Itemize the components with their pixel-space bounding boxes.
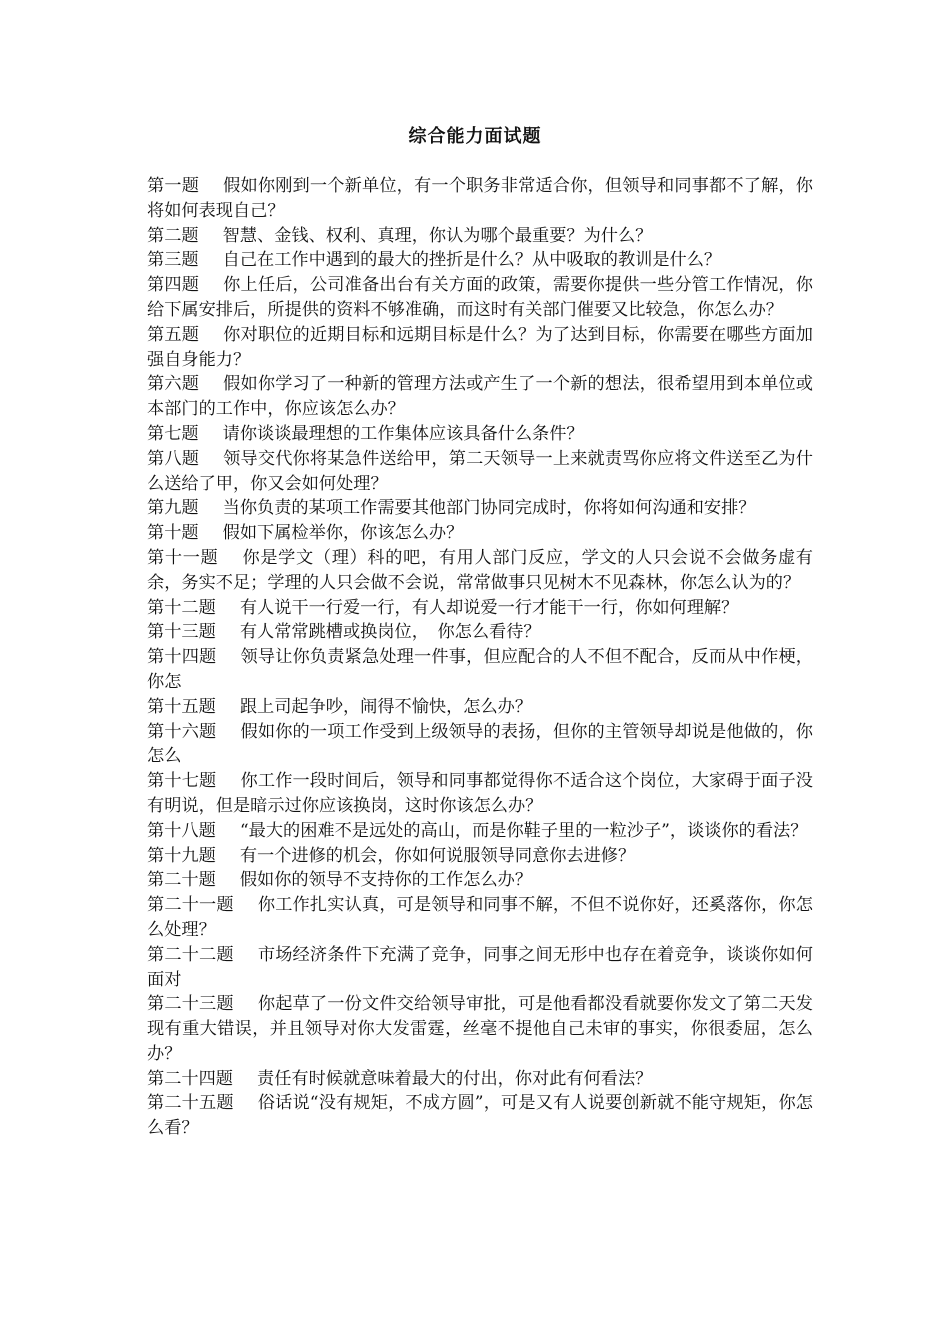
question-number: 第二十四题	[147, 1068, 233, 1089]
question-number: 第十六题	[147, 721, 217, 742]
question-item	[147, 1067, 813, 1092]
question-item	[147, 174, 813, 224]
question-item	[147, 620, 813, 645]
question-text: 有人常常跳槽或换岗位， 你怎么看待？	[239, 622, 541, 643]
question-number: 第九题	[147, 498, 199, 519]
question-text: 有一个进修的机会，你如何说服领导同意你去进修？	[239, 845, 636, 866]
question-number: 第三题	[147, 250, 199, 271]
question-text: 假如下属检举你，你该怎么办？	[222, 523, 464, 544]
question-number: 第十三题	[147, 622, 216, 643]
question-item	[147, 868, 813, 893]
question-number: 第二题	[147, 225, 199, 246]
question-text: 有人说干一行爱一行，有人却说爱一行才能干一行，你如何理解？	[239, 597, 739, 618]
question-number: 第五题	[147, 324, 200, 345]
question-text: 你工作扎实认真，可是领导和同事不解，不但不说你好，还奚落你，你怎么处理？	[147, 895, 813, 940]
question-text: 假如你的一项工作受到上级领导的表扬，但你的主管领导却说是他做的，你怎么	[147, 721, 813, 767]
question-item	[147, 645, 813, 695]
question-text: 假如你的领导不支持你的工作怎么办？	[239, 870, 533, 891]
question-item	[147, 546, 813, 596]
question-item	[147, 422, 813, 447]
question-text: 你工作一段时间后，领导和同事都觉得你不适合这个岗位，大家碍于面子没有明说，但是暗示过你应该换岗，这时你该怎么办？	[147, 771, 813, 816]
question-number: 第十二题	[147, 597, 216, 618]
question-text: 你对职位的近期目标和远期目标是什么？为了达到目标，你需要在哪些方面加强自身能力？	[147, 324, 813, 370]
question-text: 智慧、金钱、权利、真理，你认为哪个最重要？为什么？	[222, 225, 653, 246]
question-item	[147, 1091, 813, 1141]
question-number: 第十题	[147, 523, 199, 544]
question-number: 第八题	[147, 448, 200, 469]
question-number: 第二十一题	[147, 895, 234, 916]
question-number: 第二十五题	[147, 1093, 234, 1114]
question-number: 第六题	[147, 374, 200, 395]
question-text: 假如你刚到一个新单位，有一个职务非常适合你，但领导和同事都不了解，你将如何表现自己？	[147, 176, 813, 221]
question-item	[147, 323, 813, 373]
question-number: 第十七题	[147, 771, 217, 792]
question-number: 第十五题	[147, 696, 216, 717]
question-number: 第二十题	[147, 870, 216, 891]
question-text: 你上任后，公司准备出台有关方面的政策，需要你提供一些分管工作情况，你给下属安排后，所提供的资料不够准确，而这时有关部门催要又比较急，你怎么办？	[147, 275, 813, 320]
question-number: 第十八题	[147, 820, 216, 841]
question-text: 你是学文（理）科的吧，有用人部门反应，学文的人只会说不会做务虚有余，务实不足；学理的人只会做不会说，常常做事只见树木不见森林，你怎么认为的？	[147, 547, 813, 593]
question-text: 假如你学习了一种新的管理方法或产生了一个新的想法，很希望用到本单位或本部门的工作中，你应该怎么办？	[147, 374, 813, 420]
question-number: 第七题	[147, 423, 199, 444]
question-item	[147, 248, 813, 273]
question-number: 第十九题	[147, 845, 216, 866]
question-item	[147, 943, 813, 993]
question-text: 你起草了一份文件交给领导审批，可是他看都没看就要你发文了第二天发现有重大错误，并且领导对你大发雷霆，丝毫不提他自己未审的事实，你很委屈，怎么办？	[147, 994, 813, 1064]
question-text: 领导交代你将某急件送给甲，第二天领导一上来就责骂你应将文件送至乙为什么送给了甲，你又会如何处理？	[147, 448, 813, 494]
question-item	[147, 819, 813, 844]
question-item	[147, 224, 813, 249]
question-number: 第四题	[147, 275, 200, 296]
question-text: 领导让你负责紧急处理一件事，但应配合的人不但不配合，反而从中作梗，你怎	[147, 647, 813, 692]
question-item	[147, 720, 813, 770]
question-text: 当你负责的某项工作需要其他部门协同完成时，你将如何沟通和安排？	[222, 498, 756, 519]
question-text: 自己在工作中遇到的最大的挫折是什么？从中吸取的教训是什么？	[222, 250, 722, 271]
question-number: 第一题	[147, 176, 200, 196]
question-item	[147, 273, 813, 323]
question-item	[147, 596, 813, 621]
question-item	[147, 893, 813, 943]
question-item	[147, 521, 813, 546]
question-number: 第二十三题	[147, 994, 234, 1015]
question-item	[147, 372, 813, 422]
question-item	[147, 695, 813, 720]
question-list	[147, 174, 813, 1141]
question-item	[147, 496, 813, 521]
question-text: 跟上司起争吵，闹得不愉快，怎么办？	[239, 696, 533, 717]
question-text: “最大的困难不是远处的高山，而是你鞋子里的一粒沙子”，谈谈你的看法？	[239, 820, 808, 841]
question-item	[147, 992, 813, 1066]
document-title: 综合能力面试题	[408, 126, 542, 147]
question-number: 第十一题	[147, 547, 219, 568]
question-number: 第二十二题	[147, 944, 234, 965]
question-text: 请你谈谈最理想的工作集体应该具备什么条件？	[222, 423, 584, 444]
question-item	[147, 769, 813, 819]
question-text: 责任有时候就意味着最大的付出，你对此有何看法？	[257, 1068, 653, 1089]
question-number: 第十四题	[147, 647, 217, 668]
question-item	[147, 447, 813, 497]
question-item	[147, 844, 813, 869]
question-text: 市场经济条件下充满了竞争，同事之间无形中也存在着竞争，谈谈你如何面对	[147, 944, 813, 990]
question-text: 俗话说“没有规矩，不成方圆”，可是又有人说要创新就不能守规矩，你怎么看？	[147, 1093, 813, 1139]
